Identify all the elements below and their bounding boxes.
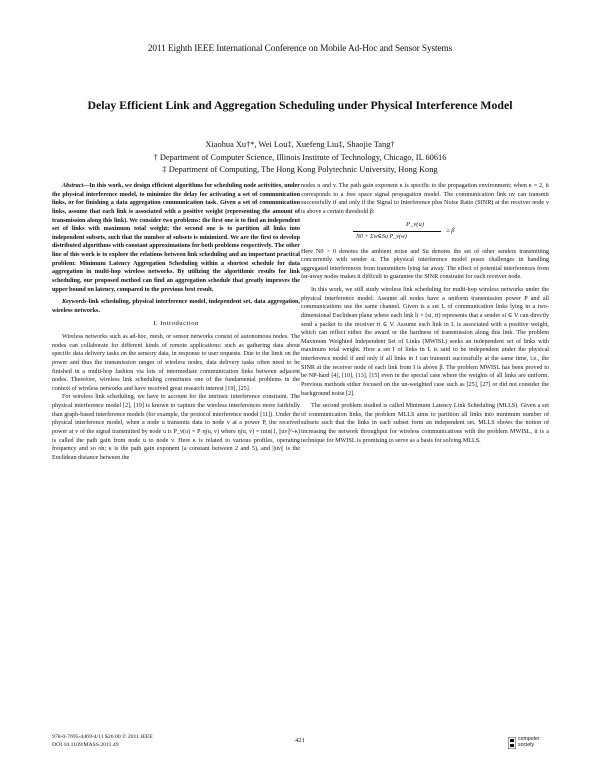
right-paragraph-4: The second problem studied is called Minimum Latency Link Scheduling (MLLS). Given a set of communication links, the problem MLLS aims to partition all links into minimum number of subsets such that the links in each subset form an independent set. MLLS shows the notion of increasing the network throughput for wireless communications with the problem MWISL, it is a technique for MWISL is promising to serve as a basis for solving MLLS. <box>301 403 549 444</box>
equation-fraction-bar <box>353 231 441 232</box>
equation-numerator: P_v(u) <box>406 220 424 228</box>
right-paragraph-1: nodes u and v. The path gain exponent κ is specific to the propagation environment; when κ = 2, it corresponds to a free space signal propagation model. The communication link uv can transmit successfully if and only if the Signal to Interference plus Noise Ratio (SINR) at the receiver node v is above a certain threshold β: <box>301 183 549 215</box>
section-heading-introduction: I. Introduction <box>153 320 199 328</box>
author-block <box>0 139 600 177</box>
logo-text <box>518 737 540 748</box>
abstract-text: —In this work, we design efficient algorithms for scheduling node activities, under the physical interference model, to minimize the delay for activating a set of communication links, or for finishing a data aggregation communication task. Given a set of communication links, assume that each link is associated with a positive weight (representing the amount of transmission along this link). We consider two problems: the first one is to find an independent set of links with maximum total weight; the second one is to partition all links into independent subsets, such that the number of subsets is minimized. We are the first to develop distributed algorithms with constant approximations for both problems respectively. The other line of this work is to explore the relations between link scheduling and an important practical problem: Minimum Latency Aggregation Scheduling within a shortest schedule for data aggregation in multi-hop wireless networks. By utilizing the algorithmic results for link scheduling, our proposed method can find an aggregation schedule that greatly improves the upper bound on latency, compared to the previous best result. <box>52 183 300 293</box>
affiliation-iit: † Department of Computer Science, Illinois Institute of Technology, Chicago, IL 60616 <box>153 152 447 162</box>
page-number: 421 <box>295 737 305 744</box>
intro-paragraph-1: Wireless networks such as ad-hoc, mesh, or sensor networks consist of autonomous nodes. The nodes can collaborate for different kinds of remote applications: such as gathering data about specific data delivery tasks on the sensory data, in response to user requests. Due to the limit on the power and thus the transmission ranges of wireless nodes, data delivery tasks often need to be finished in a multi-hop fashion via lots of intermediate communication links between adjacent nodes. Therefore, wireless link scheduling constitutes one of the fundamental problems in the context of wireless networks and have received great research interest [19], [25]. <box>52 334 300 392</box>
computer-society-icon <box>508 737 516 749</box>
right-paragraph-2: Here N0 > 0 denotes the ambient noise and Su denotes the set of other senders transmitting concurrently with sender u. The physical interference model poses challenges in handling aggregated interferences from transmitters lying far away. The effect of potential interferences from far-away nodes makes it difficult to guarantee the SINR constraint for each receiver node. <box>301 248 549 281</box>
right-column <box>301 182 549 445</box>
keywords <box>52 298 300 315</box>
footer-isbn: 978-0-7695-4469-4/11 $26.00 © 2011 IEEE <box>52 734 153 740</box>
intro-paragraph-2: For wireless link scheduling, we have to account for the intrinsic interference constraint. The physical interference model [2], [19] is known to capture the wireless interferences more faithfully than graph-based interference models (for example, the protocol interference model [11]). Under the physical interference model, when a node u transmits data to node v at a power P, the received power at v of the signal transmitted by node u is P_v(u) = P·η(u, v) where η(u, v) = min(1, ||uv||^-κ) is called the path gain from node u to node v. Here κ is related to various profiles, operating frequency and so on; κ is the path gain exponent (a constant between 2 and 5), and ||uv|| is the Euclidean distance between the <box>52 394 300 461</box>
abstract <box>52 182 300 294</box>
right-paragraph-3: In this work, we still study wireless link scheduling for multi-hop wireless networks under the physical interference model. Assume all nodes have a uniform transmission power P and all communications use the same channel. Given is a set L of communication links lying in a two-dimensional Euclidean plane where each link li = (si, ri) represents that a sender si ∈ V can directly send a packet to the receiver ri ∈ V. Assume each link in L is associated with a positive weight, which can reflect either the award or the hardness of transmission along this link. The problem Maximum Weighted Independent Set of Links (MWISL) seeks an independent set of links with maximum total weight. Here a set I of links in L is said to be independent under the physical interference model if and only if all links in I can transmit successfully at the same time, i.e., the SINR at the receiver node of each link from I is above β. The problem MWISL has been proved to be NP-hard [4], [10], [13], [15] even in the special case where the weights of all links are uniform. Previous methods either focused on the un-weighted case such as [25], [27] or did not consider the background noise [2]. <box>301 287 549 397</box>
paper-title: Delay Efficient Link and Aggregation Scheduling under Physical Interference Model <box>87 98 513 112</box>
affiliation-polyu: ‡ Department of Computing, The Hong Kong Polytechnic University, Hong Kong <box>162 165 438 174</box>
sinr-equation <box>301 219 549 245</box>
equation-relation: ≥ β <box>446 226 455 234</box>
author-names: Xiaohua Xu†*, Wei Lou‡, Xuefeng Liu‡, Shaojie Tang† <box>205 140 395 149</box>
conference-header: 2011 Eighth IEEE International Conference on Mobile Ad-Hoc and Sensor Systems <box>147 44 453 54</box>
keywords-text: -link scheduling, physical interference model, independent set, data aggregation, wireless networks. <box>52 299 300 314</box>
footer-doi: DOI 10.1109/MASS.2011.49 <box>52 742 119 748</box>
left-column <box>52 182 300 462</box>
keywords-lead: Keywords <box>62 299 87 306</box>
equation-denominator: N0 + Σw∈Su P_v(w) <box>356 233 407 240</box>
abstract-lead: Abstract <box>62 183 84 189</box>
computer-society-logo <box>504 733 549 753</box>
logo-line-1: computer <box>518 736 540 742</box>
logo-line-2: society <box>518 741 535 748</box>
